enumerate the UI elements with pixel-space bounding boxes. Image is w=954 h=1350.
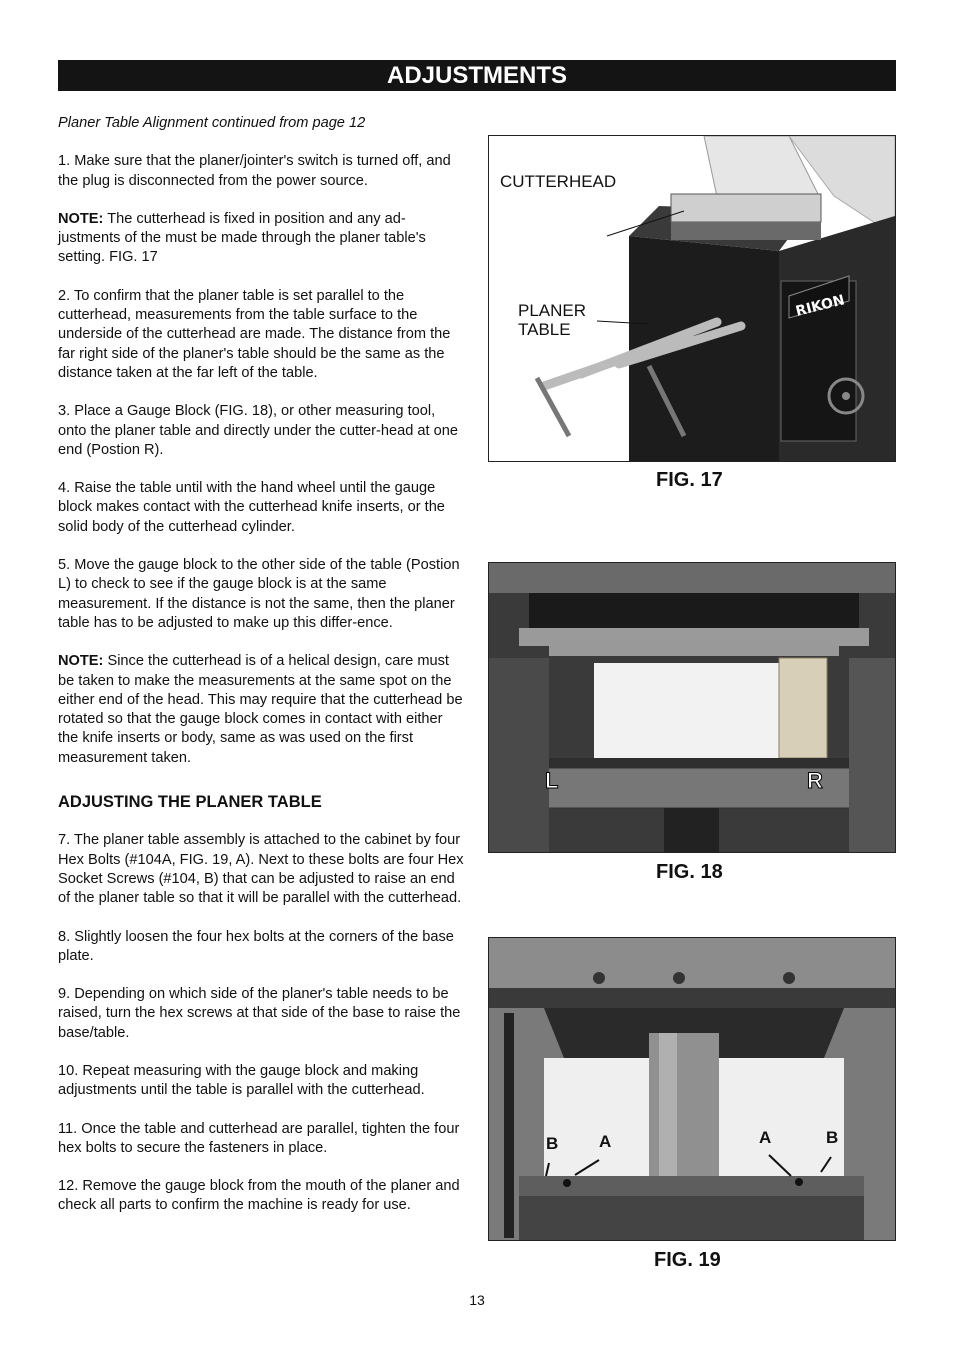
label-a-left: A: [599, 1132, 612, 1151]
step-3: 3. Place a Gauge Block (FIG. 18), or other measuring tool, onto the planer table and directly under the cutter-head at one end (Postion R).: [58, 403, 458, 458]
continuation-note: Planer Table Alignment continued from page 12: [58, 115, 366, 131]
instructions-column: [58, 114, 466, 1216]
step-12: 12. Remove the gauge block from the mouth of the planer and check all parts to confirm the machine is ready for use.: [58, 1178, 460, 1214]
label-b-left: B: [546, 1134, 559, 1153]
note-2-label: NOTE:: [58, 653, 104, 670]
figure-18-photo: [488, 562, 896, 853]
step-7: 7. The planer table assembly is attached to the cabinet by four Hex Bolts (#104A, FIG. 19, A). Next to these bolts are four Hex Socket Screws (#104, B) that can be adjusted to raise an end of the planer table so that it will be parallel with the cutterhead.: [58, 832, 464, 907]
figure-17-photo: [488, 135, 896, 462]
note-1-label: NOTE:: [58, 210, 104, 227]
step-10: 10. Repeat measuring with the gauge block and making adjustments until the table is parallel with the cutterhead.: [58, 1062, 425, 1099]
label-b-right: B: [826, 1128, 839, 1147]
rikon-logo: RIKON: [794, 292, 847, 320]
section-heading: ADJUSTING THE PLANER TABLE: [58, 793, 322, 812]
note-1: [58, 210, 466, 268]
cutterhead-label: CUTTERHEAD: [500, 172, 617, 191]
step-1: 1. Make sure that the planer/jointer's switch is turned off, and the plug is disconnected from the power source.: [58, 153, 451, 189]
figure-19-caption: FIG. 19: [654, 1249, 721, 1271]
step-2: 2. To confirm that the planer table is set parallel to the cutterhead, measurements from the table surface to the underside of the cutterhead are made. The distance from the far right side of the planer's table should be the same as the distance taken at the far left of the table.: [58, 287, 451, 381]
step-9: 9. Depending on which side of the planer's table needs to be raised, turn the hex screws at that side of the base to raise the base/table.: [58, 986, 461, 1041]
figure-17-caption: FIG. 17: [656, 469, 723, 491]
step-4: 4. Raise the table until with the hand wheel until the gauge block makes contact with the cutterhead knife inserts, or the solid body of the cutterhead cylinder.: [58, 480, 445, 535]
planer-label: PLANER: [518, 301, 587, 320]
step-11: 11. Once the table and cutterhead are parallel, tighten the four hex bolts to secure the fasteners in place.: [58, 1120, 460, 1156]
note-2-text: Since the cutterhead is of a helical design, care must be taken to make the measurements at the same spot on the either end of the head. This may require that the cutterhead be rotated so that the gauge block comes in contact with either the knife inserts or body, same as was used on the first measurement taken.: [58, 653, 463, 766]
figure-19-photo: [488, 937, 896, 1241]
page-title: ADJUSTMENTS: [58, 60, 896, 91]
step-8: 8. Slightly loosen the four hex bolts at the corners of the base plate.: [58, 928, 454, 964]
figure-18-caption: FIG. 18: [656, 861, 723, 883]
table-label: TABLE: [518, 320, 571, 339]
step-5: 5. Move the gauge block to the other side of the table (Postion L) to check to see if the gauge block is at the same measurement. If the distance is not the same, then the planer table has to be adjusted to make up this differ-ence.: [58, 557, 460, 631]
page-number: 13: [469, 1292, 485, 1308]
label-a-right: A: [759, 1128, 772, 1147]
note-2: [58, 652, 466, 768]
note-1-text: The cutterhead is fixed in position and any ad-justments of the must be made through the planer table's setting. FIG. 17: [58, 210, 426, 266]
position-l-label: L: [545, 768, 559, 793]
position-r-label: R: [807, 768, 823, 793]
